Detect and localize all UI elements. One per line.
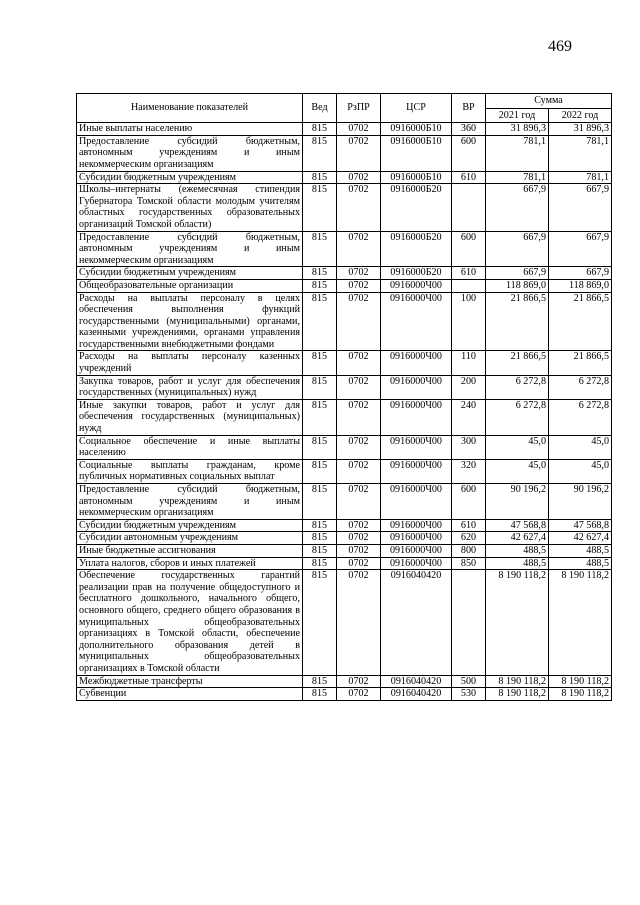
- table-row: [77, 231, 612, 267]
- row-vr: [452, 279, 486, 292]
- row-vr: 320: [452, 459, 486, 483]
- row-ved: 815: [303, 123, 337, 136]
- table-row: [77, 688, 612, 701]
- row-rzpr: 0702: [337, 171, 381, 184]
- table-row: [77, 292, 612, 351]
- row-name: Закупка товаров, работ и услуг для обеспечения государственных (муниципальных) нужд: [77, 375, 303, 399]
- header-rzpr: РзПР: [337, 94, 381, 123]
- row-csr: 0916000Ч00: [381, 557, 452, 570]
- row-ved: 815: [303, 435, 337, 459]
- row-csr: 0916040420: [381, 570, 452, 675]
- row-name: Субсидии бюджетным учреждениям: [77, 519, 303, 532]
- row-sum-2022: 8 190 118,2: [549, 675, 612, 688]
- row-ved: 815: [303, 557, 337, 570]
- row-sum-2021: 90 196,2: [486, 484, 549, 520]
- table-row: [77, 267, 612, 280]
- row-ved: 815: [303, 688, 337, 701]
- row-vr: 110: [452, 351, 486, 375]
- row-sum-2021: 781,1: [486, 135, 549, 171]
- row-rzpr: 0702: [337, 279, 381, 292]
- row-sum-2021: 781,1: [486, 171, 549, 184]
- row-name: Предоставление субсидий бюджетным, автономным учреждениям и иным некоммерческим организациям: [77, 484, 303, 520]
- row-sum-2021: 488,5: [486, 544, 549, 557]
- row-csr: 0916000Б20: [381, 231, 452, 267]
- row-sum-2021: 667,9: [486, 184, 549, 231]
- row-rzpr: 0702: [337, 231, 381, 267]
- table-row: [77, 123, 612, 136]
- row-csr: 0916000Б20: [381, 184, 452, 231]
- row-sum-2021: 8 190 118,2: [486, 688, 549, 701]
- row-sum-2022: 45,0: [549, 459, 612, 483]
- row-sum-2021: 47 568,8: [486, 519, 549, 532]
- row-rzpr: 0702: [337, 123, 381, 136]
- row-name: Расходы на выплаты персоналу казенных учреждений: [77, 351, 303, 375]
- row-csr: 0916000Ч00: [381, 544, 452, 557]
- row-vr: 200: [452, 375, 486, 399]
- row-sum-2021: 118 869,0: [486, 279, 549, 292]
- row-csr: 0916000Б10: [381, 171, 452, 184]
- header-year-2022: 2022 год: [549, 108, 612, 123]
- row-sum-2021: 667,9: [486, 267, 549, 280]
- row-rzpr: 0702: [337, 435, 381, 459]
- row-ved: 815: [303, 279, 337, 292]
- table-row: [77, 351, 612, 375]
- row-ved: 815: [303, 399, 337, 435]
- header-csr: ЦСР: [381, 94, 452, 123]
- row-sum-2022: 488,5: [549, 557, 612, 570]
- row-csr: 0916040420: [381, 688, 452, 701]
- row-csr: 0916000Ч00: [381, 532, 452, 545]
- row-rzpr: 0702: [337, 292, 381, 351]
- row-sum-2022: 21 866,5: [549, 351, 612, 375]
- budget-table-container: [76, 93, 611, 701]
- row-name: Иные бюджетные ассигнования: [77, 544, 303, 557]
- row-vr: 610: [452, 267, 486, 280]
- row-name: Субсидии бюджетным учреждениям: [77, 267, 303, 280]
- row-ved: 815: [303, 267, 337, 280]
- row-name: Социальное обеспечение и иные выплаты населению: [77, 435, 303, 459]
- row-name: Субсидии бюджетным учреждениям: [77, 171, 303, 184]
- row-sum-2021: 21 866,5: [486, 351, 549, 375]
- row-sum-2022: 667,9: [549, 267, 612, 280]
- row-csr: 0916000Ч00: [381, 399, 452, 435]
- row-csr: 0916000Б10: [381, 135, 452, 171]
- row-sum-2022: 667,9: [549, 184, 612, 231]
- row-rzpr: 0702: [337, 532, 381, 545]
- row-sum-2022: 6 272,8: [549, 399, 612, 435]
- row-rzpr: 0702: [337, 459, 381, 483]
- table-row: [77, 184, 612, 231]
- header-name: Наименование показателей: [77, 94, 303, 123]
- row-sum-2022: 6 272,8: [549, 375, 612, 399]
- row-vr: 600: [452, 484, 486, 520]
- table-row: [77, 519, 612, 532]
- row-vr: 530: [452, 688, 486, 701]
- row-name: Иные закупки товаров, работ и услуг для обеспечения государственных (муниципальных) нужд: [77, 399, 303, 435]
- row-sum-2021: 667,9: [486, 231, 549, 267]
- row-sum-2022: 8 190 118,2: [549, 688, 612, 701]
- row-sum-2021: 8 190 118,2: [486, 675, 549, 688]
- row-csr: 0916000Ч00: [381, 292, 452, 351]
- row-vr: 500: [452, 675, 486, 688]
- row-sum-2021: 42 627,4: [486, 532, 549, 545]
- row-csr: 0916000Ч00: [381, 375, 452, 399]
- row-sum-2021: 488,5: [486, 557, 549, 570]
- row-rzpr: 0702: [337, 519, 381, 532]
- row-vr: [452, 184, 486, 231]
- row-rzpr: 0702: [337, 267, 381, 280]
- row-ved: 815: [303, 231, 337, 267]
- row-ved: 815: [303, 484, 337, 520]
- row-ved: 815: [303, 519, 337, 532]
- row-name: Социальные выплаты гражданам, кроме публичных нормативных социальных выплат: [77, 459, 303, 483]
- row-name: Предоставление субсидий бюджетным, автономным учреждениям и иным некоммерческим организациям: [77, 135, 303, 171]
- row-sum-2022: 118 869,0: [549, 279, 612, 292]
- row-rzpr: 0702: [337, 399, 381, 435]
- row-ved: 815: [303, 459, 337, 483]
- row-vr: 360: [452, 123, 486, 136]
- row-ved: 815: [303, 292, 337, 351]
- row-csr: 0916000Ч00: [381, 459, 452, 483]
- table-header: [77, 94, 612, 123]
- row-csr: 0916000Ч00: [381, 351, 452, 375]
- row-csr: 0916000Ч00: [381, 519, 452, 532]
- row-csr: 0916000Ч00: [381, 484, 452, 520]
- row-sum-2021: 6 272,8: [486, 399, 549, 435]
- table-row: [77, 570, 612, 675]
- row-name: Межбюджетные трансферты: [77, 675, 303, 688]
- header-ved: Вед: [303, 94, 337, 123]
- row-csr: 0916000Ч00: [381, 279, 452, 292]
- row-vr: 610: [452, 171, 486, 184]
- table-row: [77, 675, 612, 688]
- row-rzpr: 0702: [337, 484, 381, 520]
- row-name: Школы–интернаты (ежемесячная стипендия Губернатора Томской области молодым учителям областных государственных образовательных организаций Томской области): [77, 184, 303, 231]
- row-csr: 0916000Б20: [381, 267, 452, 280]
- row-name: Субвенции: [77, 688, 303, 701]
- table-row: [77, 135, 612, 171]
- row-ved: 815: [303, 184, 337, 231]
- row-name: Уплата налогов, сборов и иных платежей: [77, 557, 303, 570]
- row-vr: 610: [452, 519, 486, 532]
- row-vr: 600: [452, 231, 486, 267]
- row-ved: 815: [303, 135, 337, 171]
- row-sum-2021: 21 866,5: [486, 292, 549, 351]
- row-name: Обеспечение государственных гарантий реализации прав на получение общедоступного и бесплатного дошкольного, начального общего, основного общего, среднего общего образования в муниципальных общеобразовательных организациях в Томской области, обеспечение дополнительного образования детей в муниципальных общеобразовательных организациях в Томской области: [77, 570, 303, 675]
- row-sum-2021: 8 190 118,2: [486, 570, 549, 675]
- row-sum-2022: 45,0: [549, 435, 612, 459]
- table-row: [77, 375, 612, 399]
- row-rzpr: 0702: [337, 675, 381, 688]
- row-sum-2021: 45,0: [486, 435, 549, 459]
- row-vr: 240: [452, 399, 486, 435]
- table-row: [77, 399, 612, 435]
- row-ved: 815: [303, 532, 337, 545]
- row-rzpr: 0702: [337, 375, 381, 399]
- row-name: Расходы на выплаты персоналу в целях обеспечения выполнения функций государственными (муниципальными) органами, казенными учреждениями, органами управления государственными внебюджетными фондами: [77, 292, 303, 351]
- row-sum-2022: 488,5: [549, 544, 612, 557]
- row-rzpr: 0702: [337, 135, 381, 171]
- row-ved: 815: [303, 351, 337, 375]
- row-ved: 815: [303, 171, 337, 184]
- row-vr: 300: [452, 435, 486, 459]
- page-number: 469: [548, 38, 572, 55]
- row-rzpr: 0702: [337, 570, 381, 675]
- row-vr: 600: [452, 135, 486, 171]
- row-sum-2022: 8 190 118,2: [549, 570, 612, 675]
- row-csr: 0916000Ч00: [381, 435, 452, 459]
- row-sum-2022: 42 627,4: [549, 532, 612, 545]
- table-row: [77, 459, 612, 483]
- row-name: Предоставление субсидий бюджетным, автономным учреждениям и иным некоммерческим организациям: [77, 231, 303, 267]
- row-sum-2022: 47 568,8: [549, 519, 612, 532]
- row-name: Общеобразовательные организации: [77, 279, 303, 292]
- row-sum-2022: 667,9: [549, 231, 612, 267]
- row-name: Субсидии автономным учреждениям: [77, 532, 303, 545]
- row-vr: [452, 570, 486, 675]
- row-vr: 620: [452, 532, 486, 545]
- row-sum-2022: 21 866,5: [549, 292, 612, 351]
- row-vr: 850: [452, 557, 486, 570]
- row-rzpr: 0702: [337, 184, 381, 231]
- row-rzpr: 0702: [337, 544, 381, 557]
- row-vr: 100: [452, 292, 486, 351]
- row-ved: 815: [303, 570, 337, 675]
- row-rzpr: 0702: [337, 557, 381, 570]
- table-row: [77, 544, 612, 557]
- row-ved: 815: [303, 675, 337, 688]
- row-sum-2021: 6 272,8: [486, 375, 549, 399]
- row-sum-2021: 45,0: [486, 459, 549, 483]
- table-row: [77, 532, 612, 545]
- row-csr: 0916040420: [381, 675, 452, 688]
- row-rzpr: 0702: [337, 688, 381, 701]
- row-sum-2021: 31 896,3: [486, 123, 549, 136]
- table-body: [77, 123, 612, 701]
- row-name: Иные выплаты населению: [77, 123, 303, 136]
- budget-table: [76, 93, 612, 701]
- header-year-2021: 2021 год: [486, 108, 549, 123]
- row-sum-2022: 90 196,2: [549, 484, 612, 520]
- row-sum-2022: 781,1: [549, 135, 612, 171]
- row-sum-2022: 31 896,3: [549, 123, 612, 136]
- row-sum-2022: 781,1: [549, 171, 612, 184]
- header-sum: Сумма: [486, 94, 612, 109]
- row-vr: 800: [452, 544, 486, 557]
- row-rzpr: 0702: [337, 351, 381, 375]
- row-ved: 815: [303, 375, 337, 399]
- table-row: [77, 435, 612, 459]
- table-row: [77, 557, 612, 570]
- table-row: [77, 279, 612, 292]
- row-ved: 815: [303, 544, 337, 557]
- table-row: [77, 484, 612, 520]
- table-row: [77, 171, 612, 184]
- header-vr: ВР: [452, 94, 486, 123]
- row-csr: 0916000Б10: [381, 123, 452, 136]
